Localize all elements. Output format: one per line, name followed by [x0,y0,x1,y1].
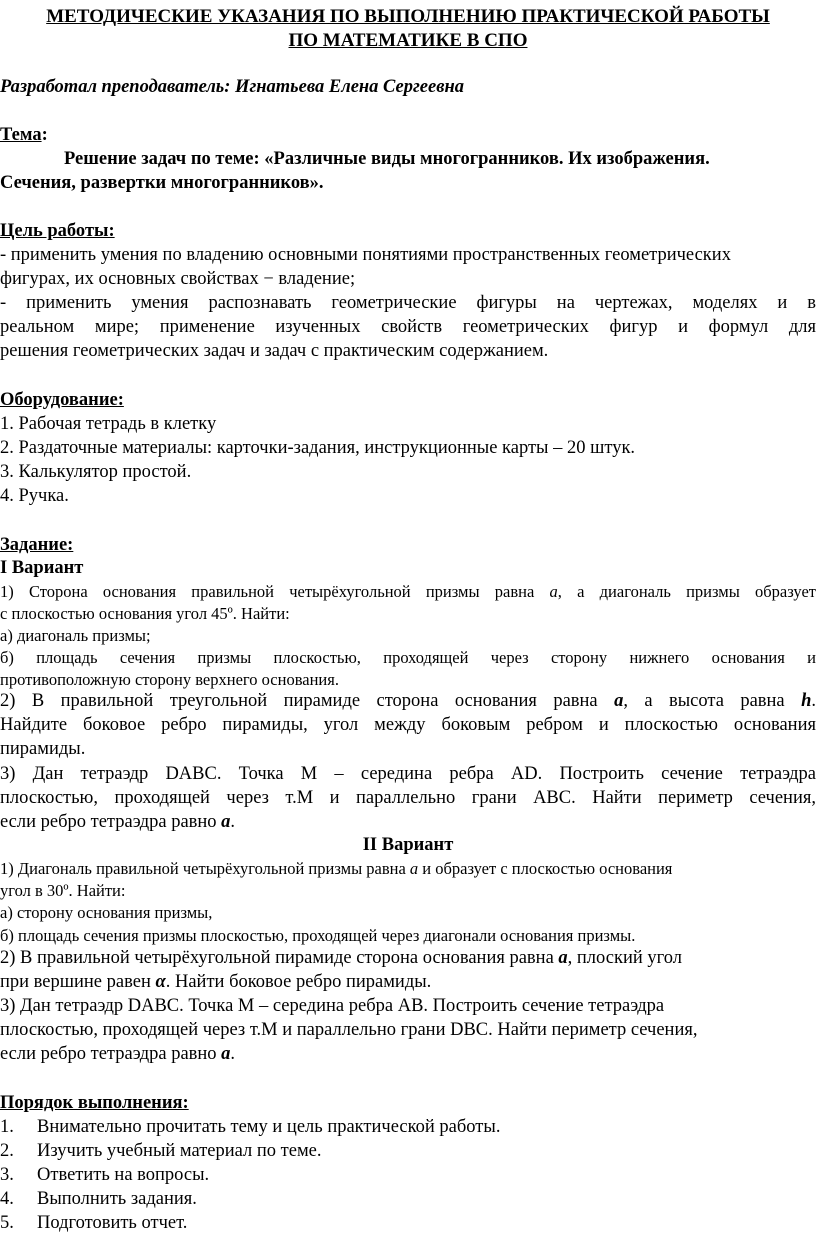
variable-a: a [558,948,568,968]
variable-alpha: α [155,972,166,992]
topic-line1: Решение задач по теме: «Различные виды многогранников. Их изображения. [64,149,710,169]
v1-problem2-line3: пирамиды. [0,739,86,759]
document-title-line1: МЕТОДИЧЕСКИЕ УКАЗАНИЯ ПО ВЫПОЛНЕНИЮ ПРАКТИЧЕСКОЙ РАБОТЫ [46,6,770,27]
v1-problem2-line2: Найдите боковое ребро пирамиды, угол между боковым ребром и плоскостью основания [0,715,816,735]
procedure-item-number: 1. [0,1117,14,1137]
procedure-item [0,1164,210,1187]
author-line: Разработал преподаватель: Игнатьева Елена Сергеевна [0,77,465,97]
v2-problem1-line1: 1) Диагональ правильной четырёхугольной призмы равна a и образует с плоскостью основания [0,859,673,878]
v1-problem3-line3: если ребро тетраэдра равно a. [0,812,236,832]
variant1-title: I Вариант [0,558,84,578]
task-heading: Задание: [0,535,74,555]
procedure-item-text: Выполнить задания. [37,1189,197,1209]
equipment-item: 1. Рабочая тетрадь в клетку [0,414,217,434]
procedure-item [0,1140,322,1163]
equipment-heading: Оборудование: [0,390,124,410]
goal-line: решения геометрических задач и задач с практическим содержанием. [0,341,549,361]
v1-problem2-line1: 2) В правильной треугольной пирамиде сторона основания равна a, а высота равна h. [0,691,816,711]
v1-problem1-item-a: а) диагональ призмы; [0,626,151,645]
procedure-item-text: Ответить на вопросы. [37,1165,210,1185]
v2-problem1-line2: угол в 30º. Найти: [0,881,126,900]
v1-problem3-line1: 3) Дан тетраэдр DABC. Точка М – середина ребра AD. Построить сечение тетраэдра [0,764,816,784]
v2-problem3-line3: если ребро тетраэдра равно a. [0,1044,236,1064]
goal-line: - применить умения распознавать геометрические фигуры на чертежах, моделях и в [0,293,816,313]
procedure-item-text: Внимательно прочитать тему и цель практической работы. [37,1117,501,1137]
topic-colon: : [41,125,48,145]
procedure-item-number: 3. [0,1165,14,1185]
procedure-item-number: 2. [0,1141,14,1161]
topic-heading [0,124,48,147]
goal-line: фигурах, их основных свойствах − владение; [0,269,356,289]
procedure-item-number: 4. [0,1189,14,1209]
equipment-item: 4. Ручка. [0,486,69,506]
variable-a: a [409,859,419,878]
goal-line: реальном мире; применение изученных свойств геометрических фигур и формул для [0,317,816,337]
procedure-item-text: Изучить учебный материал по теме. [37,1141,322,1161]
v2-problem3-line1: 3) Дан тетраэдр DABC. Точка М – середина ребра AB. Построить сечение тетраэдра [0,996,665,1016]
topic-line2: Сечения, развертки многогранников». [0,173,324,193]
procedure-item [0,1188,197,1211]
v1-problem1-item-b-line1: б) площадь сечения призмы плоскостью, проходящей через сторону нижнего основания и [0,648,816,667]
v2-problem3-line2: плоскостью, проходящей через т.М и параллельно грани DBC. Найти периметр сечения, [0,1020,698,1040]
procedure-item [0,1116,501,1139]
goal-line: - применить умения по владению основными понятиями пространственных геометрических [0,245,731,265]
variable-a: a [614,691,624,711]
v1-problem3-line2: плоскостью, проходящей через т.М и параллельно грани АВС. Найти периметр сечения, [0,788,816,808]
v1-problem1-line2: с плоскостью основания угол 45º. Найти: [0,604,290,623]
procedure-heading: Порядок выполнения: [0,1093,189,1113]
v2-problem2-line1: 2) В правильной четырёхугольной пирамиде сторона основания равна a, плоский угол [0,948,682,968]
goal-heading: Цель работы: [0,221,115,241]
procedure-item [0,1212,188,1235]
equipment-item: 3. Калькулятор простой. [0,462,192,482]
v1-problem1-item-b-line2: противоположную сторону верхнего основания. [0,670,339,689]
procedure-item-number: 5. [0,1213,14,1233]
v2-problem2-line2: при вершине равен α. Найти боковое ребро пирамиды. [0,972,432,992]
variable-h: h [801,691,812,711]
procedure-item-text: Подготовить отчет. [37,1213,188,1233]
variable-a: a [221,812,231,832]
variable-a: a [549,582,558,601]
v2-problem1-item-a: а) сторону основания призмы, [0,903,213,922]
variable-a: a [221,1044,231,1064]
equipment-item: 2. Раздаточные материалы: карточки-задания, инструкционные карты – 20 штук. [0,438,636,458]
variant2-title: II Вариант [362,835,454,855]
topic-label: Тема [0,125,42,145]
v1-problem1-line1: 1) Сторона основания правильной четырёхугольной призмы равна a, а диагональ призмы образует [0,582,816,601]
v2-problem1-item-b: б) площадь сечения призмы плоскостью, проходящей через диагонали основания призмы. [0,926,636,945]
document-title-line2: ПО МАТЕМАТИКЕ В СПО [288,30,528,51]
